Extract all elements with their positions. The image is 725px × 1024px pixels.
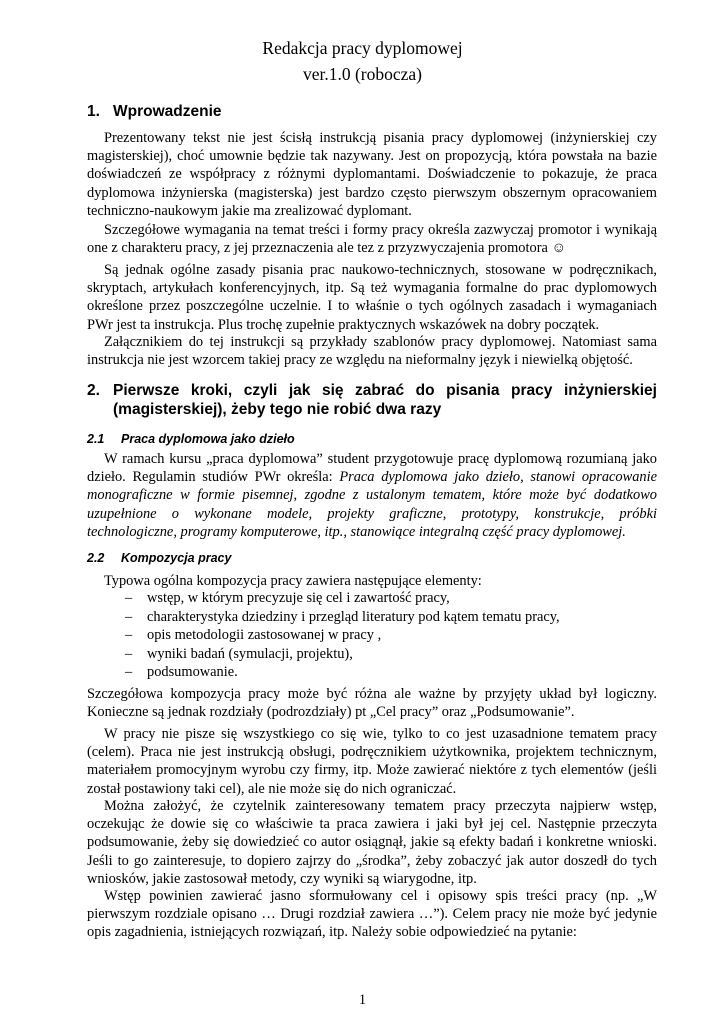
composition-paragraph: W pracy nie pisze się wszystkiego co się wie, tylko to co jest uzasadnione tematem pracy (celem). Praca nie jest instrukcją obsługi, podręcznikiem użytkownika, projektem technicznym, materiałem promocyjnym wyrobu czy firmy, itp. Może zawierać niektóre z tych elementów (jeśli został postawiony taki cel), ale nie może się do nich ograniczać. [87, 726, 657, 797]
dash-bullet-icon: – [125, 590, 133, 606]
subsection-2-2-title: Kompozycja pracy [121, 551, 232, 565]
subsection-2-1-title: Praca dyplomowa jako dzieło [121, 432, 295, 446]
regulation-intro-text: W ramach kursu „praca dyplomowa” student przygotowuje pracę dyplomową rozumianą jako dzieło. Regulamin studiów PWr określa: [87, 451, 657, 486]
section-2-heading [87, 381, 657, 419]
composition-list [103, 589, 560, 682]
list-item [103, 589, 560, 608]
section-1-number: 1. [87, 103, 100, 120]
section-1-paragraph: Szczegółowe wymagania na temat treści i formy pracy określa zazwyczaj promotor i wynikają one z charakteru pracy, z jej przeznaczenia ale tez z przyzwyczajenia promotora ☺ [87, 222, 657, 257]
list-item-text: wstęp, w którym precyzuje się cel i zawartość pracy, [147, 590, 450, 606]
dash-bullet-icon: – [125, 608, 133, 625]
section-2-title: Pierwsze kroki, czyli jak się zabrać do pisania pracy inżynierskiej (magisterskiej), żeby tego nie robić dwa razy [113, 382, 657, 418]
section-1-heading [87, 102, 657, 121]
section-1-paragraph: Załącznikiem do tej instrukcji są przykłady szablonów pracy dyplomowej. Natomiast sama instrukcja nie jest wzorcem takiej pracy ze względu na nieformalny język i niewielką objętość. [87, 334, 657, 369]
list-item-text: podsumowanie. [147, 664, 238, 680]
section-2-number: 2. [87, 382, 100, 399]
dash-bullet-icon: – [125, 645, 133, 662]
list-item-text: charakterystyka dziedziny i przegląd literatury pod kątem tematu pracy, [147, 608, 560, 625]
list-item-text: opis metodologii zastosowanej w pracy , [147, 627, 382, 643]
dash-bullet-icon: – [125, 664, 133, 680]
list-item [103, 626, 560, 645]
regulation-quote: Praca dyplomowa jako dzieło, stanowi opracowanie monograficzne w formie pisemnej, zgodne z ustalonym tematem, które może być dodatkowo uzupełnione o wykonane modele, projekty graficzne, prototypy, konstrukcje, próbki technologiczne, programy komputerowe, itp., stanowiące integralną część pracy dyplomowej. [87, 469, 658, 540]
section-1-title: Wprowadzenie [113, 103, 222, 120]
composition-paragraph: Szczegółowa kompozycja pracy może być różna ale ważne by przyjęty układ był logiczny. Konieczne są jednak rozdziały (podrozdziały) pt „Cel pracy” oraz „Podsumowanie”. [87, 686, 657, 721]
document-title: Redakcja pracy dyplomowej [262, 38, 463, 58]
subsection-2-2-heading [87, 550, 231, 566]
subsection-2-2-number: 2.2 [87, 551, 105, 565]
section-1-paragraph: Prezentowany tekst nie jest ścisłą instrukcją pisania pracy dyplomowej (inżynierskiej czy magisterskiej), choć umownie będzie tak nazywany. Jest on propozycją, która powstała na bazie doświadczeń ze współpracy z różnymi dyplomantami. Doświadczenie to pokazuje, że praca dyplomowa inżynierska (magisterska) jest bardzo często pierwszym obszernym opracowaniem techniczno-naukowym jakie ma zrealizować dyplomant. [87, 130, 657, 219]
subsection-2-1-paragraph [87, 450, 657, 541]
section-1-paragraph: Są jednak ogólne zasady pisania prac naukowo-technicznych, stosowane w podręcznikach, skryptach, artykułach konferencyjnych, itp. Są też wymagania formalne do prac dyplomowych określone przez poszczególne uczelnie. I to właśnie o tych ogólnych zasadach i wymaganiach PWr jest ta instrukcja. Plus trochę zupełnie praktycznych wskazówek na dobry początek. [87, 262, 657, 333]
composition-paragraph: Można założyć, że czytelnik zainteresowany tematem pracy przeczyta najpierw wstęp, oczekując że dowie się co właściwie ta praca zawiera i jaki był jej cel. Następnie przeczyta podsumowanie, żeby się dowiedzieć co autor osiągnął, jakie są efekty badań i konkretne wnioski. Jeśli to go zainteresuje, to dopiero zajrzy do „środka”, żeby zobaczyć jak autor doszedł do tych wniosków, jakie zastosował metody, czy wyniki są wiarygodne, itp. [87, 798, 657, 887]
composition-paragraph: Wstęp powinien zawierać jasno sformułowany cel i opisowy spis treści pracy (np. „W pierwszym rozdziale opisano … Drugi rozdział zawiera …”). Celem pracy nie może być jedynie opis zagadnienia, istniejących rozwiązań, itp. Należy sobie odpowiedzieć na pytanie: [87, 888, 657, 941]
list-item [103, 608, 560, 627]
list-item-text: wyniki badań (symulacji, projektu), [147, 645, 353, 662]
dash-bullet-icon: – [125, 627, 133, 643]
composition-intro: Typowa ogólna kompozycja pracy zawiera następujące elementy: [104, 573, 482, 589]
page-number: 1 [358, 992, 367, 1008]
document-version: ver.1.0 (robocza) [302, 64, 423, 84]
subsection-2-1-heading [87, 431, 295, 447]
subsection-2-1-number: 2.1 [87, 432, 105, 446]
list-item [103, 663, 560, 682]
list-item [103, 645, 560, 664]
